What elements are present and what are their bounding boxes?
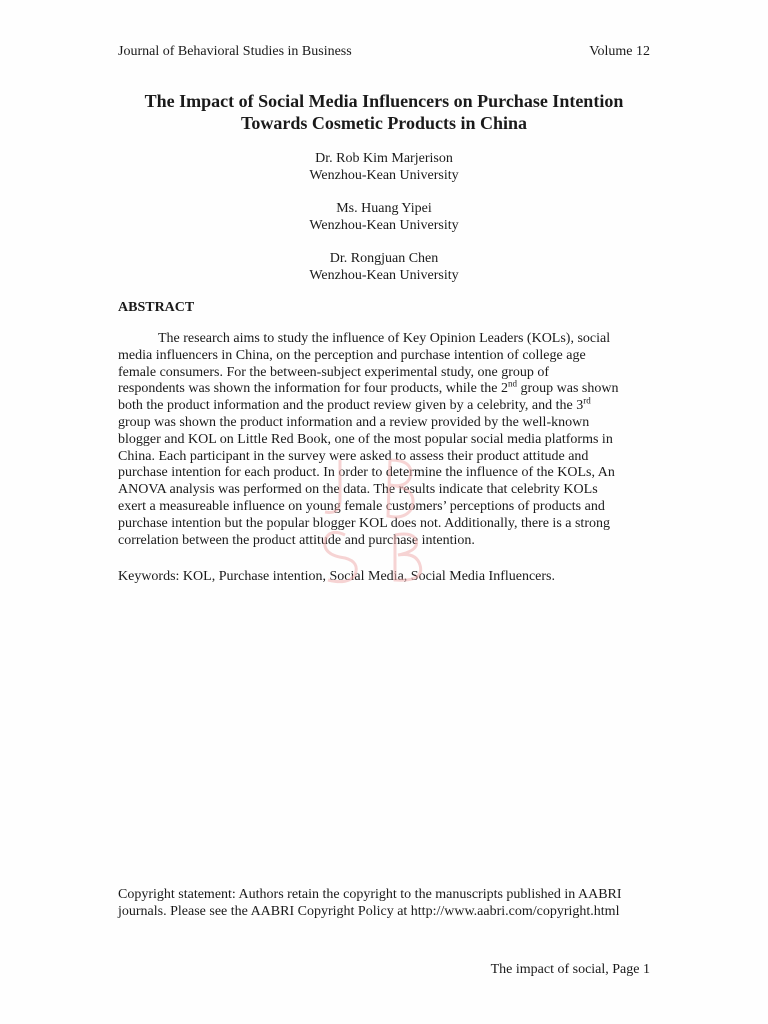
author-block: [80, 250, 688, 284]
abstract-text: [118, 331, 653, 549]
author-affiliation: Wenzhou-Kean University: [309, 168, 459, 183]
abstract-line: China. Each participant in the survey were asked to assess their product attitude and: [118, 448, 589, 464]
author-name: Ms. Huang Yipei: [336, 201, 432, 216]
abstract-line: correlation between the product attitude and purchase intention.: [118, 532, 475, 548]
author-affiliation: Wenzhou-Kean University: [309, 218, 459, 233]
abstract-line: [118, 395, 653, 415]
paper-title: [80, 90, 688, 134]
author-block: [80, 150, 688, 184]
journal-name: Journal of Behavioral Studies in Business: [118, 44, 352, 59]
author-list: [80, 150, 688, 300]
author-affiliation: Wenzhou-Kean University: [309, 268, 459, 283]
page-footer: The impact of social, Page 1: [490, 962, 650, 977]
ordinal-suffix: nd: [507, 378, 517, 389]
abstract-line: group was shown the product information and a review provided by the well-known: [118, 414, 590, 430]
abstract-fragment: respondents was shown the information for four products, while the 2: [118, 381, 508, 397]
author-name: Dr. Rongjuan Chen: [329, 251, 439, 266]
author-block: [80, 200, 688, 234]
copyright-line-2: journals. Please see the AABRI Copyright Policy at http://www.aabri.com/copyright.html: [118, 904, 620, 919]
abstract-fragment: group was shown: [516, 381, 619, 397]
abstract-heading: ABSTRACT: [118, 300, 195, 315]
title-line-2: Towards Cosmetic Products in China: [240, 113, 528, 133]
abstract-line: The research aims to study the influence of Key Opinion Leaders (KOLs), social: [158, 331, 611, 346]
abstract-line: purchase intention for each product. In order to determine the influence of the KOLs, An: [118, 465, 615, 481]
ordinal-suffix: rd: [583, 395, 591, 406]
abstract-line: media influencers in China, on the perception and purchase intention of college age: [118, 347, 586, 363]
abstract-line: ANOVA analysis was performed on the data. The results indicate that celebrity KOLs: [118, 482, 598, 498]
author-name: Dr. Rob Kim Marjerison: [315, 151, 453, 166]
copyright-line-1: Copyright statement: Authors retain the copyright to the manuscripts published in AABRI: [118, 887, 622, 902]
copyright-statement: [118, 886, 658, 920]
abstract-line: [118, 378, 653, 398]
keywords: Keywords: KOL, Purchase intention, Social Media, Social Media Influencers.: [118, 569, 556, 584]
volume-label: Volume 12: [589, 44, 650, 59]
abstract-fragment: both the product information and the product review given by a celebrity, and the 3: [118, 398, 584, 414]
abstract-line: purchase intention but the popular blogger KOL does not. Additionally, there is a strong: [118, 515, 610, 531]
title-line-1: The Impact of Social Media Influencers on Purchase Intention: [144, 91, 624, 111]
abstract-line: exert a measureable influence on young female customers’ perceptions of products and: [118, 498, 605, 514]
abstract-line: female consumers. For the between-subject experimental study, one group of: [118, 364, 550, 380]
abstract-line: blogger and KOL on Little Red Book, one of the most popular social media platforms in: [118, 431, 613, 447]
